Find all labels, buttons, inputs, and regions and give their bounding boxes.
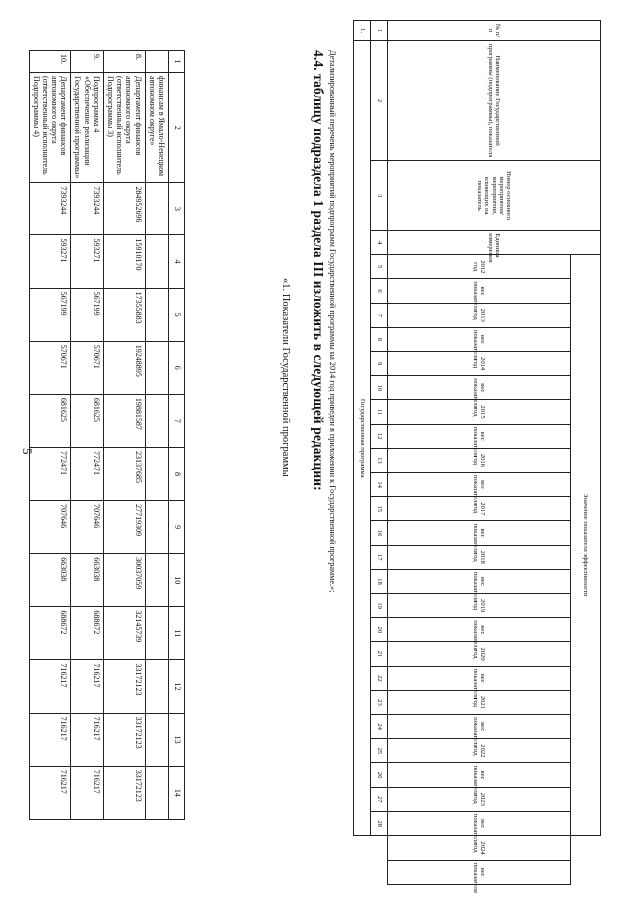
weight-header: вес показателя: [388, 569, 571, 593]
budget-row-name: финансам в Ямало-Ненецком автономном округе»: [145, 73, 168, 183]
budget-row: [29, 51, 71, 820]
budget-cell-value: 716217: [29, 766, 71, 819]
budget-column-number: 10: [169, 554, 185, 607]
indicator-values-group-header: Значение показателя эффективности: [570, 255, 600, 836]
column-number: 11: [371, 400, 388, 424]
budget-cell-value: [145, 660, 168, 713]
program-row-number: 1.: [354, 21, 371, 41]
budget-cell-value: 716217: [71, 660, 104, 713]
budget-cell-value: 772471: [71, 447, 104, 500]
budget-cell-value: 707646: [29, 501, 71, 554]
budget-row-number: 9.: [71, 51, 104, 73]
budget-row: [103, 51, 145, 820]
budget-cell-value: 772471: [29, 447, 71, 500]
budget-cell-value: 688672: [71, 607, 104, 660]
budget-cell-value: 716217: [71, 766, 104, 819]
budget-cell-value: 19248895: [103, 341, 145, 394]
column-number: 28: [371, 811, 388, 836]
weight-header: вес показателя: [388, 424, 571, 448]
budget-cell-value: 7393244: [71, 183, 104, 235]
budget-cell-value: 27719309: [103, 501, 145, 554]
budget-cell-value: 716217: [29, 713, 71, 766]
weight-header: вес показателя: [388, 811, 571, 836]
budget-cell-value: [145, 341, 168, 394]
indicators-table-block: [353, 20, 601, 893]
budget-row-number: 10.: [29, 51, 71, 73]
weight-header: вес показателя: [388, 618, 571, 642]
year-header: 2017 год: [388, 497, 571, 521]
weight-header: вес показателя: [388, 666, 571, 690]
budget-column-number: 8: [169, 447, 185, 500]
budget-cell-value: 23137685: [103, 447, 145, 500]
col-name-header: Наименование Государственной программы (подпрограммы), показателя: [388, 41, 601, 161]
budget-column-number: 6: [169, 341, 185, 394]
budget-column-number: 1: [169, 51, 185, 73]
year-header: 2016 год: [388, 448, 571, 472]
budget-column-number: 14: [169, 766, 185, 819]
column-number: 15: [371, 497, 388, 521]
budget-cell-value: 33172123: [103, 766, 145, 819]
weight-header: вес показателя: [388, 715, 571, 739]
column-number: 26: [371, 763, 388, 787]
budget-cell-value: [145, 394, 168, 447]
column-number: 22: [371, 666, 388, 690]
caption-text: Детализированный перечень мероприятий подпрограмм Государственной программы на 2014 год приведен в приложении к Государственной программе.»;: [328, 50, 337, 593]
weight-header: вес показателя: [388, 327, 571, 351]
column-number: 2: [371, 41, 388, 161]
budget-column-number: 3: [169, 183, 185, 235]
budget-cell-value: 30037059: [103, 554, 145, 607]
budget-cell-value: [145, 447, 168, 500]
page-number: 5: [20, 448, 35, 455]
budget-cell-value: 570671: [29, 341, 71, 394]
column-number: 19: [371, 594, 388, 618]
budget-cell-value: 284952696: [103, 183, 145, 235]
budget-column-number: 11: [169, 607, 185, 660]
column-number: 12: [371, 424, 388, 448]
column-number: 23: [371, 690, 388, 714]
budget-cell-value: [145, 183, 168, 235]
budget-cell-value: 570671: [71, 341, 104, 394]
budget-table: [29, 50, 185, 820]
budget-row-number: 8.: [103, 51, 145, 73]
column-number: 16: [371, 521, 388, 545]
budget-cell-value: 593271: [71, 235, 104, 288]
budget-cell-value: 663038: [29, 554, 71, 607]
budget-row-name: Подпрограмма 4 «Обеспечение реализации Государственной программы»: [71, 73, 104, 183]
text-block: [217, 50, 337, 830]
budget-column-number: 5: [169, 288, 185, 341]
weight-header: вес показателя: [388, 763, 571, 787]
column-number: 21: [371, 642, 388, 666]
budget-header-row: [169, 51, 185, 820]
column-number: 5: [371, 255, 388, 279]
weight-header: вес показателя: [388, 473, 571, 497]
budget-column-number: 7: [169, 394, 185, 447]
column-number: 6: [371, 279, 388, 303]
weight-header: вес показателя: [388, 376, 571, 400]
program-row-label: Государственная программа: [354, 41, 371, 836]
weight-header: вес показателя: [388, 521, 571, 545]
year-header: 2020 год: [388, 642, 571, 666]
column-number: 18: [371, 569, 388, 593]
budget-cell-value: [145, 766, 168, 819]
budget-cell-value: 716217: [29, 660, 71, 713]
year-header: 2013 год: [388, 303, 571, 327]
budget-cell-value: 688672: [29, 607, 71, 660]
column-number: 9: [371, 352, 388, 376]
budget-cell-value: 681625: [29, 394, 71, 447]
budget-row-name: Департамент финансов автономного округа (ответственный исполнитель Подпрограммы 3): [103, 73, 145, 183]
year-header: 2021 год: [388, 690, 571, 714]
budget-cell-value: 663038: [71, 554, 104, 607]
budget-column-number: 13: [169, 713, 185, 766]
budget-cell-value: 681625: [71, 394, 104, 447]
indicators-table: [353, 20, 601, 893]
budget-cell-value: 593271: [29, 235, 71, 288]
budget-column-number: 12: [169, 660, 185, 713]
budget-cell-value: [145, 501, 168, 554]
budget-cell-value: 32145739: [103, 607, 145, 660]
year-header: 2018 год: [388, 545, 571, 569]
budget-cell-value: 19881587: [103, 394, 145, 447]
year-header: 2012 год: [388, 255, 571, 279]
budget-cell-value: 17355883: [103, 288, 145, 341]
budget-row-name: Департамент финансов автономного округа (ответственный исполнитель Подпрограммы 4): [29, 73, 71, 183]
column-number: 1: [371, 21, 388, 41]
column-number: 14: [371, 473, 388, 497]
budget-cell-value: [145, 235, 168, 288]
budget-cell-value: [145, 607, 168, 660]
budget-cell-value: 567199: [29, 288, 71, 341]
year-header: 2022 год: [388, 739, 571, 763]
budget-table-block: [20, 50, 185, 820]
weight-header: вес показателя: [388, 860, 571, 884]
col-unit-header: Единица измерения: [388, 231, 601, 255]
budget-cell-value: [145, 713, 168, 766]
year-header: 2014 год: [388, 352, 571, 376]
column-number: 10: [371, 376, 388, 400]
budget-column-number: 4: [169, 235, 185, 288]
column-number: 4: [371, 231, 388, 255]
year-header: 2015 год: [388, 400, 571, 424]
budget-cell-value: 716217: [71, 713, 104, 766]
section-title: «1. Показатели Государственной программы: [280, 278, 291, 477]
budget-cell-value: 707646: [71, 501, 104, 554]
budget-row: [145, 51, 168, 820]
column-number: 24: [371, 715, 388, 739]
year-header: 2023 год: [388, 787, 571, 811]
heading-text: 4.4. таблицу подраздела 1 раздела III изложить в следующей редакции:: [311, 50, 326, 491]
col-event-header: Номер основного мероприятия/мероприятия, влияющих на показатель: [388, 161, 601, 231]
budget-cell-value: 15910170: [103, 235, 145, 288]
budget-cell-value: 33172123: [103, 713, 145, 766]
budget-row: [71, 51, 104, 820]
column-number: 25: [371, 739, 388, 763]
column-number: 7: [371, 303, 388, 327]
budget-cell-value: 567199: [71, 288, 104, 341]
budget-column-number: 2: [169, 73, 185, 183]
budget-row-number: [145, 51, 168, 73]
weight-header: вес показателя: [388, 279, 571, 303]
budget-cell-value: 33172123: [103, 660, 145, 713]
year-header: 2024 год: [388, 836, 571, 860]
column-number: 17: [371, 545, 388, 569]
budget-cell-value: 7393244: [29, 183, 71, 235]
column-number: 3: [371, 161, 388, 231]
column-number: 8: [371, 327, 388, 351]
year-header: 2019 год: [388, 594, 571, 618]
column-number: 13: [371, 448, 388, 472]
budget-column-number: 9: [169, 501, 185, 554]
col-no-header: № п/п: [388, 21, 601, 41]
column-number: 27: [371, 787, 388, 811]
budget-cell-value: [145, 288, 168, 341]
column-number: 20: [371, 618, 388, 642]
budget-cell-value: [145, 554, 168, 607]
